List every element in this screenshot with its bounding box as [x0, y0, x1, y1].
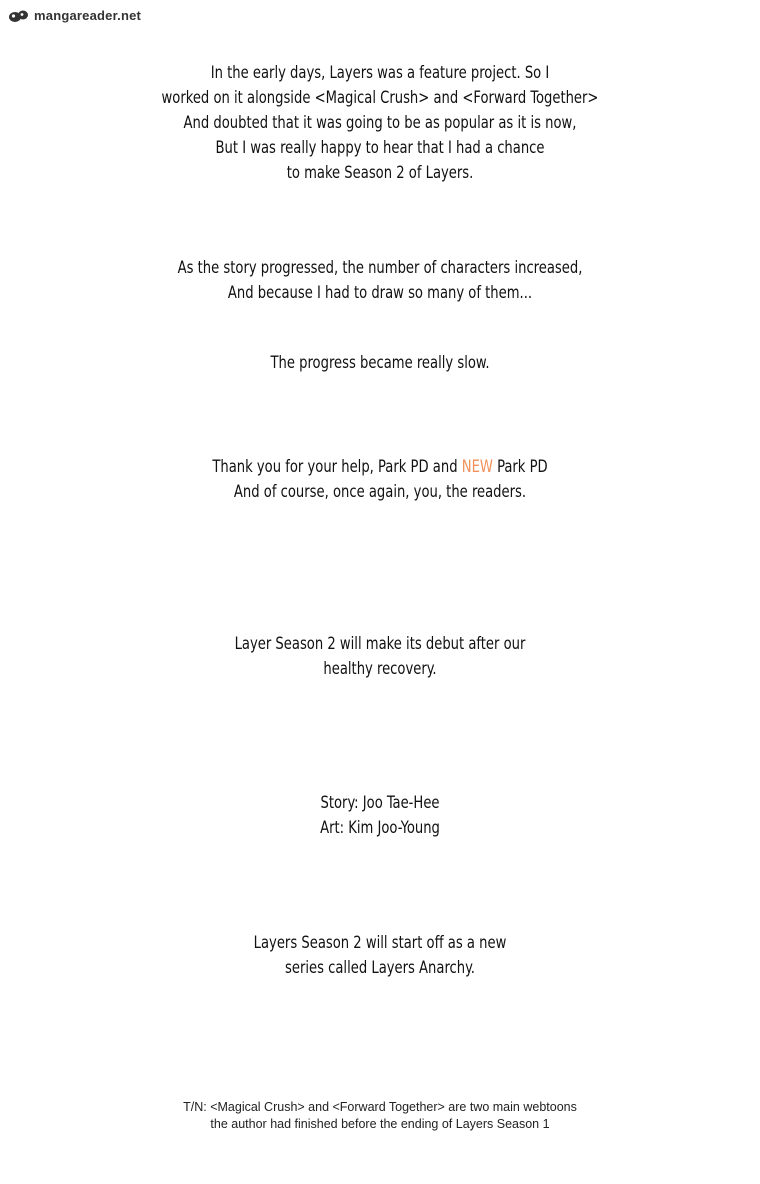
text-line: Art: Kim Joo-Young	[320, 818, 440, 838]
paragraph-credits	[53, 791, 707, 841]
text-line: In the early days, Layers was a feature project. So I	[210, 63, 550, 83]
watermark-text: mangareader.net	[34, 8, 142, 23]
thanks-text-end: Park PD	[492, 457, 548, 477]
paragraph-thanks	[53, 455, 707, 505]
translator-note-line: T/N: <Magical Crush> and <Forward Together> are two main webtoons	[183, 1100, 577, 1114]
translator-note-line: the author had finished before the ending of Layers Season 1	[210, 1117, 550, 1131]
text-line: And because I had to draw so many of them...	[227, 283, 533, 303]
watermark	[8, 8, 141, 23]
text-line: series called Layers Anarchy.	[285, 958, 475, 978]
paragraph-intro	[53, 61, 707, 186]
text-line: Layers Season 2 will start off as a new	[253, 933, 507, 953]
paragraph-debut	[53, 632, 707, 682]
text-line: to make Season 2 of Layers.	[286, 163, 474, 183]
paragraph-anarchy	[53, 931, 707, 981]
text-line: worked on it alongside <Magical Crush> and <Forward Together>	[161, 88, 599, 108]
text-line: And doubted that it was going to be as popular as it is now,	[183, 113, 577, 133]
text-line: Layer Season 2 will make its debut after our	[234, 634, 526, 654]
text-line: But I was really happy to hear that I had a chance	[215, 138, 545, 158]
text-line: healthy recovery.	[323, 659, 437, 679]
translator-note	[0, 1099, 760, 1133]
paragraph-progress	[53, 351, 707, 376]
text-line: And of course, once again, you, the readers.	[233, 482, 527, 502]
text-line: The progress became really slow.	[270, 353, 490, 373]
thanks-text: Thank you for your help, Park PD and	[212, 457, 462, 477]
mangareader-logo-icon	[8, 9, 30, 23]
text-line: Story: Joo Tae-Hee	[320, 793, 440, 813]
text-line: As the story progressed, the number of characters increased,	[177, 258, 583, 278]
text-line	[53, 455, 707, 480]
paragraph-characters	[53, 256, 707, 306]
new-highlight: NEW	[461, 457, 493, 477]
